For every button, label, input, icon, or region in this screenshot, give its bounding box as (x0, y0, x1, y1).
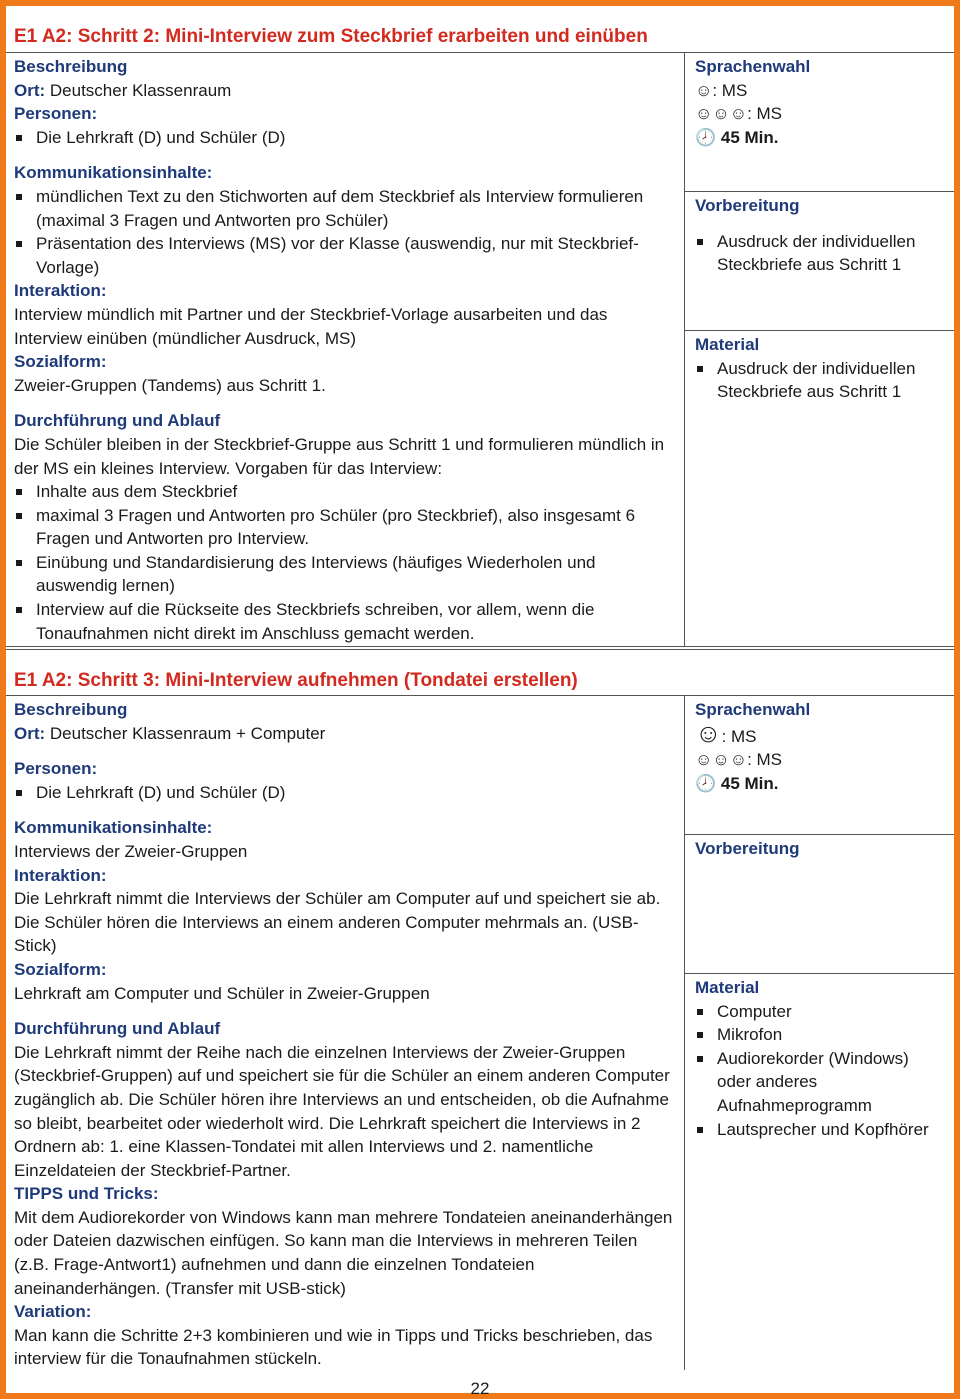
list-item: Computer (695, 1000, 946, 1024)
sidebar-column (685, 53, 954, 646)
vorbereitung-box (685, 835, 954, 974)
list-item: Ausdruck der individuellen Steckbriefe aus Schritt 1 (695, 230, 946, 277)
list-item: Ausdruck der individuellen Steckbriefe aus Schritt 1 (695, 357, 946, 404)
sozialform-text: Lehrkraft am Computer und Schüler in Zweier-Gruppen (14, 983, 430, 1003)
list-item: mündlichen Text zu den Stichworten auf dem Steckbrief als Interview formulieren (maximal 3 Fragen und Antworten pro Schüler) (14, 185, 676, 232)
description-column (6, 696, 685, 1370)
material-heading: Material (695, 978, 760, 997)
list-item: Mikrofon (695, 1023, 946, 1047)
smiley-icon: ☺ (695, 717, 722, 748)
ort-line (14, 722, 676, 746)
vorbereitung-box (685, 192, 954, 331)
section-title: E1 A2: Schritt 3: Mini-Interview aufnehmen (Tondatei erstellen) (6, 649, 954, 696)
list-item: Audiorekorder (Windows) oder anderes Aufnahmeprogramm (695, 1047, 946, 1118)
section-step-3 (6, 649, 954, 1370)
vorbereitung-heading: Vorbereitung (695, 196, 800, 215)
sprachenwahl-heading: Sprachenwahl (695, 700, 811, 719)
kommunikation-text: Interviews der Zweier-Gruppen (14, 841, 248, 861)
sprachen-triple: ☺☺☺: MS (695, 104, 783, 124)
tipps-label: TIPPS und Tricks: (14, 1184, 159, 1204)
material-list (695, 1000, 946, 1142)
kommunikation-label: Kommunikationsinhalte: (14, 163, 213, 183)
sprachenwahl-heading: Sprachenwahl (695, 57, 811, 76)
interaktion-label: Interaktion: (14, 281, 107, 301)
personen-list (14, 781, 676, 805)
material-list (695, 357, 946, 404)
material-heading: Material (695, 335, 760, 354)
list-item: Inhalte aus dem Steckbrief (14, 480, 676, 504)
personen-label: Personen: (14, 759, 98, 779)
sprachen-triple: ☺☺☺: MS (695, 750, 783, 770)
sprachen-single-text: : MS (721, 726, 757, 746)
sozialform-text: Zweier-Gruppen (Tandems) aus Schritt 1. (14, 375, 326, 395)
page-number: 22 (470, 1379, 490, 1398)
description-column (6, 53, 685, 646)
sprachen-single (695, 717, 946, 749)
material-box (685, 331, 954, 404)
ablauf-label: Durchführung und Ablauf (14, 411, 221, 431)
sidebar-column (685, 696, 954, 1370)
ort-value: Deutscher Klassenraum (45, 80, 232, 100)
kommunikation-list (14, 185, 676, 279)
ablauf-label: Durchführung und Ablauf (14, 1019, 221, 1039)
list-item: Die Lehrkraft (D) und Schüler (D) (14, 781, 676, 805)
ort-line (14, 79, 676, 103)
interaktion-label: Interaktion: (14, 865, 107, 885)
ort-value: Deutscher Klassenraum + Computer (45, 723, 326, 743)
interaktion-text: Die Lehrkraft nimmt die Interviews der Schüler am Computer auf und speichert sie ab. Die Schüler hören die Interviews an einem anderen Computer mehrmals an. (USB-Stick) (14, 889, 661, 956)
vorbereitung-list (695, 230, 946, 277)
personen-label: Personen: (14, 104, 98, 124)
list-item: Einübung und Standardisierung des Interviews (häufiges Wiederholen und auswendig lernen) (14, 551, 676, 598)
ort-label: Ort: (14, 723, 46, 743)
beschreibung-heading: Beschreibung (14, 700, 128, 719)
tipps-text: Mit dem Audiorekorder von Windows kann man mehrere Tondateien aneinanderhängen oder Dateien dazwischen einfügen. So kann man die Interviews in mehreren Teilen (z.B. Frage-Antwort1) aufnehmen und dann die einzelnen Tondateien aneinanderhängen. (Transfer mit USB-stick) (14, 1207, 673, 1298)
list-item: maximal 3 Fragen und Antworten pro Schüler (pro Steckbrief), also insgesamt 6 Fragen und Antworten pro Interview. (14, 504, 676, 551)
sprachenwahl-box (685, 53, 954, 192)
list-item: Die Lehrkraft (D) und Schüler (D) (14, 126, 676, 150)
ablauf-text: Die Lehrkraft nimmt der Reihe nach die einzelnen Interviews der Zweier-Gruppen (Steckbrief-Gruppen) auf und speichert sie für die Schüler an einem anderen Computer zugänglich ab. Die Schüler hören ihre Interviews an und entscheiden, ob die Aufnahme so bleibt, bearbeitet oder wiederholt wird. Die Lehrkraft speichert die Interviews in 2 Ordnern ab: 1. eine Klassen-Tondatei mit allen Interviews und 2. namentliche Einzeldateien der Steckbrief-Partner. (14, 1042, 670, 1180)
ablauf-list (14, 480, 676, 645)
list-item: Lautsprecher und Kopfhörer (695, 1118, 946, 1142)
ablauf-text: Die Schüler bleiben in der Steckbrief-Gruppe aus Schritt 1 und formulieren mündlich in der MS ein kleines Interview. Vorgaben für das Interview: (14, 434, 665, 478)
duration: 🕗 45 Min. (695, 127, 779, 147)
list-item: Präsentation des Interviews (MS) vor der Klasse (auswendig, nur mit Steckbrief-Vorlage) (14, 232, 676, 279)
material-box (685, 974, 954, 1141)
section-step-2 (6, 6, 954, 647)
variation-label: Variation: (14, 1302, 92, 1322)
duration: 🕗 45 Min. (695, 773, 779, 793)
interaktion-text: Interview mündlich mit Partner und der Steckbrief-Vorlage ausarbeiten und das Interview einüben (mündlicher Ausdruck, MS) (14, 304, 608, 348)
personen-list (14, 126, 676, 150)
sozialform-label: Sozialform: (14, 352, 107, 372)
kommunikation-label: Kommunikationsinhalte: (14, 818, 213, 838)
section-title: E1 A2: Schritt 2: Mini-Interview zum Steckbrief erarbeiten und einüben (6, 6, 954, 53)
variation-text: Man kann die Schritte 2+3 kombinieren und wie in Tipps und Tricks beschrieben, das interview für die Tonaufnahmen stückeln. (14, 1325, 653, 1369)
list-item: Interview auf die Rückseite des Steckbriefs schreiben, vor allem, wenn die Tonaufnahmen nicht direkt im Anschluss gemacht werden. (14, 598, 676, 645)
beschreibung-heading: Beschreibung (14, 57, 128, 76)
ort-label: Ort: (14, 80, 46, 100)
vorbereitung-heading: Vorbereitung (695, 839, 800, 858)
sprachen-single: ☺: MS (695, 80, 748, 100)
sprachenwahl-box (685, 696, 954, 835)
sozialform-label: Sozialform: (14, 959, 107, 979)
